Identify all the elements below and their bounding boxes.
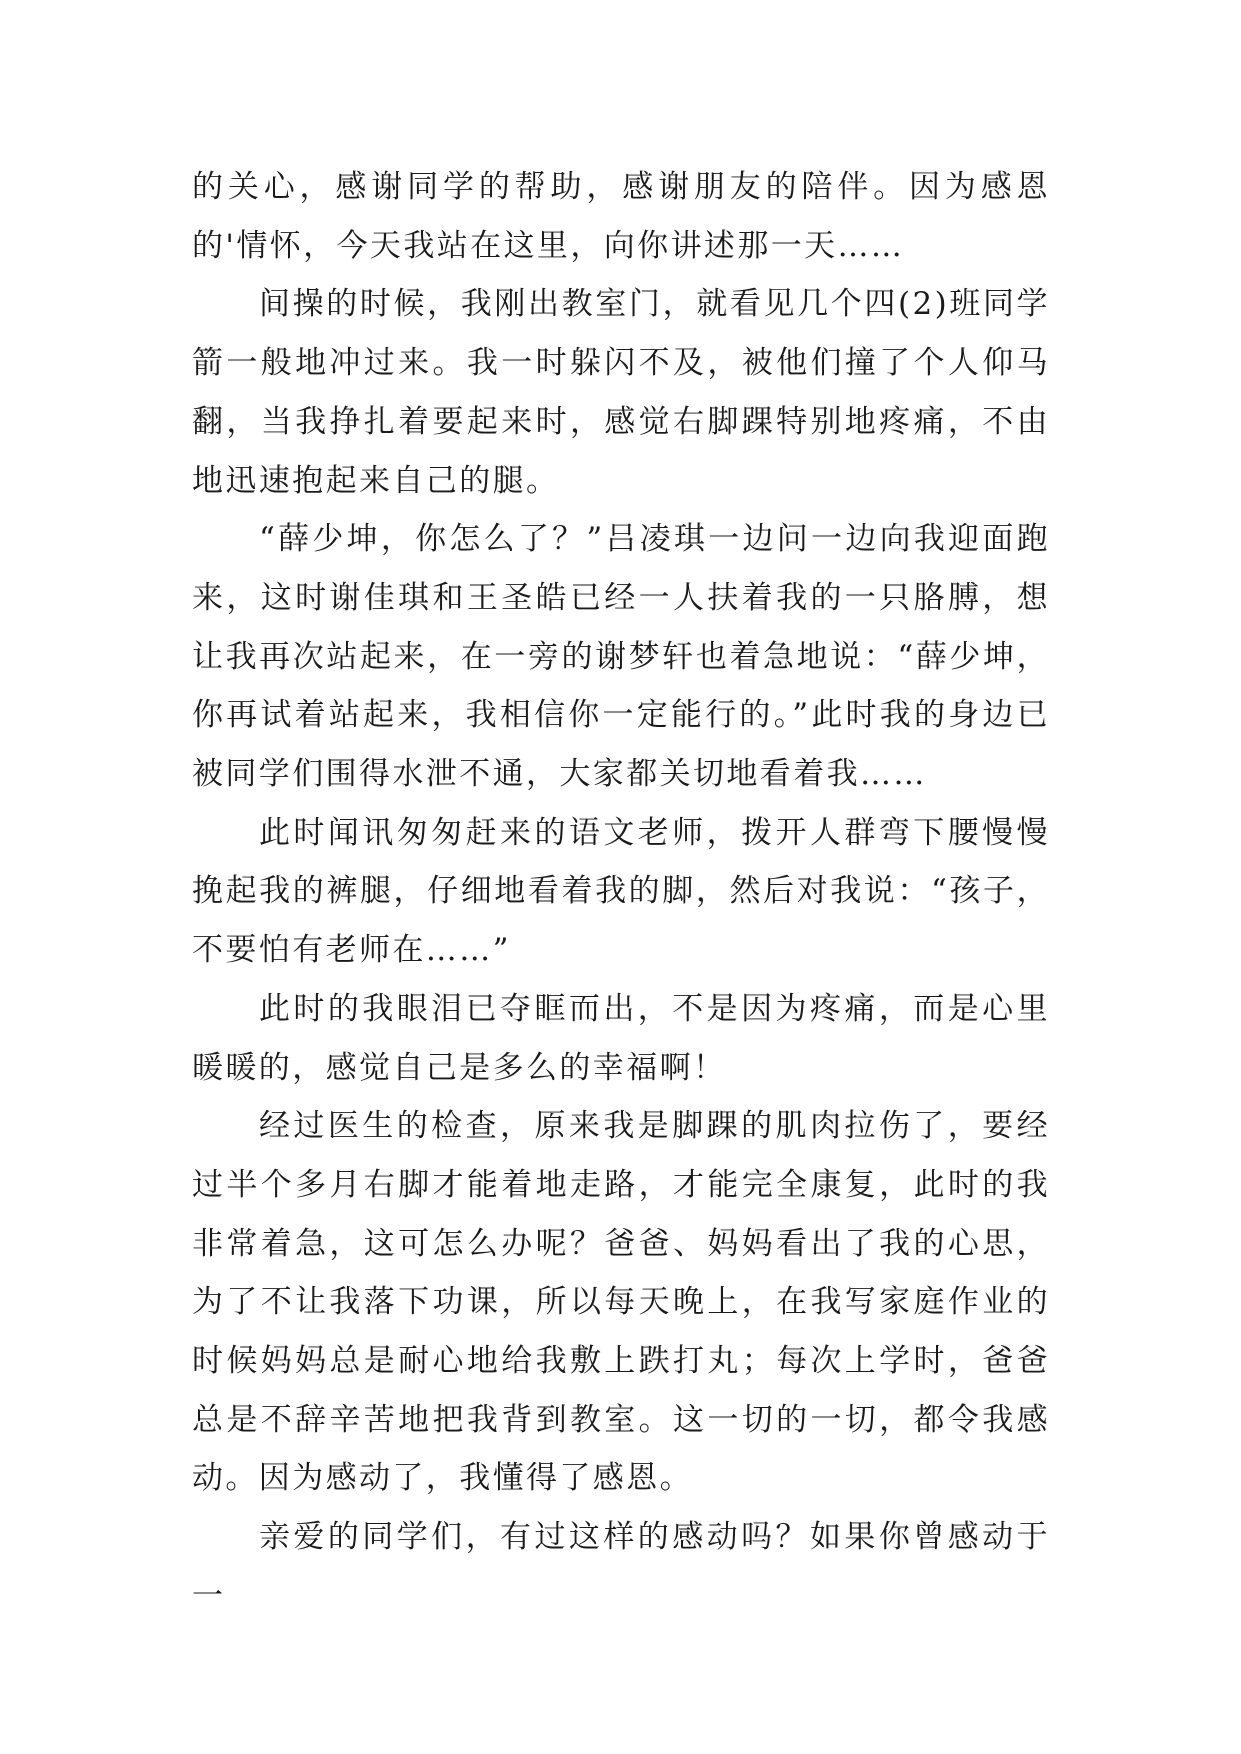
paragraph-teacher: 此时闻讯匆匆赶来的语文老师，拨开人群弯下腰慢慢挽起我的裤腿，仔细地看着我的脚，然后对我说：“孩子，不要怕有老师在……” [192,814,1050,969]
body-text [192,158,1050,1626]
paragraph-tears: 此时的我眼泪已夺眶而出，不是因为疼痛，而是心里暖暖的，感觉自己是多么的幸福啊！ [192,990,1050,1086]
paragraph-closing: 亲爱的同学们，有过这样的感动吗？如果你曾感动于一 [192,1519,1050,1614]
paragraph-continued: 的关心，感谢同学的帮助，感谢朋友的陪伴。因为感恩的'情怀，今天我站在这里，向你讲述那一天…… [192,169,1050,264]
paragraph-morning-exercise: 间操的时候，我刚出教室门，就看见几个四(2)班同学箭一般地冲过来。我一时躲闪不及，被他们撞了个人仰马翻，当我挣扎着要起来时，感觉右脚踝特别地疼痛，不由地迅速抱起来自己的腿。 [192,286,1050,499]
paragraph-parents: 经过医生的检查，原来我是脚踝的肌肉拉伤了，要经过半个多月右脚才能着地走路，才能完全康复，此时的我非常着急，这可怎么办呢？爸爸、妈妈看出了我的心思，为了不让我落下功课，所以每天晚上，在我写家庭作业的时候妈妈总是耐心地给我敷上跌打丸；每次上学时，爸爸总是不辞辛苦地把我背到教室。这一切的一切，都令我感动。因为感动了，我懂得了感恩。 [192,1108,1050,1497]
paragraph-classmates-help: “薛少坤，你怎么了？”吕凌琪一边问一边向我迎面跑来，这时谢佳琪和王圣皓已经一人扶着我的一只胳膊，想让我再次站起来，在一旁的谢梦轩也着急地说：“薛少坤，你再试着站起来，我相信你一定能行的。”此时我的身边已被同学们围得水泄不通，大家都关切地看着我…… [192,521,1050,793]
